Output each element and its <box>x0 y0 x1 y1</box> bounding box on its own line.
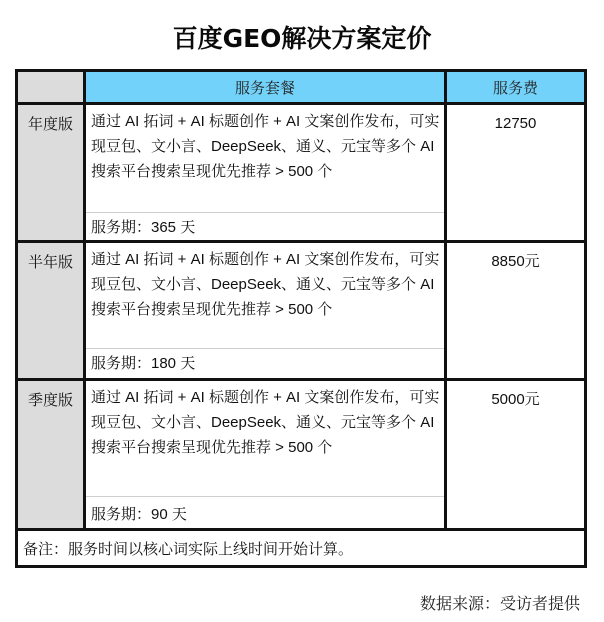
sub-row-divider <box>86 348 444 349</box>
fee-cell-quarterly <box>447 381 584 528</box>
tier-label: 年度版 <box>27 115 73 133</box>
note-cell <box>18 531 584 565</box>
fee-value: 5000元 <box>491 391 540 408</box>
package-description: 通过 AI 拓词 + AI 标题创作 + AI 文案创作发布，可实现豆包、文小言、DeepSeek、通义、元宝等多个 AI 搜索平台搜索呈现优先推荐 > 500 个 <box>91 251 440 318</box>
header-fee-label: 服务费 <box>492 78 538 97</box>
header-package-cell <box>86 72 444 102</box>
fee-cell-half-year <box>447 243 584 378</box>
header-fee-cell <box>447 72 584 102</box>
pricing-table <box>15 69 587 568</box>
package-cell-quarterly <box>86 381 444 528</box>
package-description: 通过 AI 拓词 + AI 标题创作 + AI 文案创作发布，可实现豆包、文小言、DeepSeek、通义、元宝等多个 AI 搜索平台搜索呈现优先推荐 > 500 个 <box>91 389 440 456</box>
border-line <box>444 72 447 528</box>
tier-cell-annual <box>18 105 83 240</box>
border-line <box>18 102 584 105</box>
border-line <box>18 378 584 381</box>
fee-value: 8850元 <box>491 253 540 270</box>
fee-cell-annual <box>447 105 584 240</box>
service-period: 服务期：90 天 <box>91 506 187 523</box>
page-title: 百度GEO解决方案定价 <box>172 24 432 53</box>
border-line <box>18 528 584 531</box>
tier-cell-half-year <box>18 243 83 378</box>
data-source: 数据来源：受访者提供 <box>419 594 580 613</box>
service-period: 服务期：365 天 <box>91 219 196 236</box>
tier-label: 季度版 <box>27 391 73 409</box>
note-text: 备注：服务时间以核心词实际上线时间开始计算。 <box>23 539 354 558</box>
tier-label: 半年版 <box>27 253 73 271</box>
border-line <box>83 72 86 528</box>
sub-row-divider <box>86 496 444 497</box>
header-corner-cell <box>18 72 83 102</box>
package-cell-annual <box>86 105 444 240</box>
header-package-label: 服务套餐 <box>234 78 295 97</box>
border-line <box>18 240 584 243</box>
service-period: 服务期：180 天 <box>91 355 196 372</box>
package-description: 通过 AI 拓词 + AI 标题创作 + AI 文案创作发布，可实现豆包、文小言、DeepSeek、通义、元宝等多个 AI 搜索平台搜索呈现优先推荐 > 500 个 <box>91 113 440 180</box>
package-cell-half-year <box>86 243 444 378</box>
tier-cell-quarterly <box>18 381 83 528</box>
fee-value: 12750 <box>494 115 537 132</box>
sub-row-divider <box>86 212 444 213</box>
